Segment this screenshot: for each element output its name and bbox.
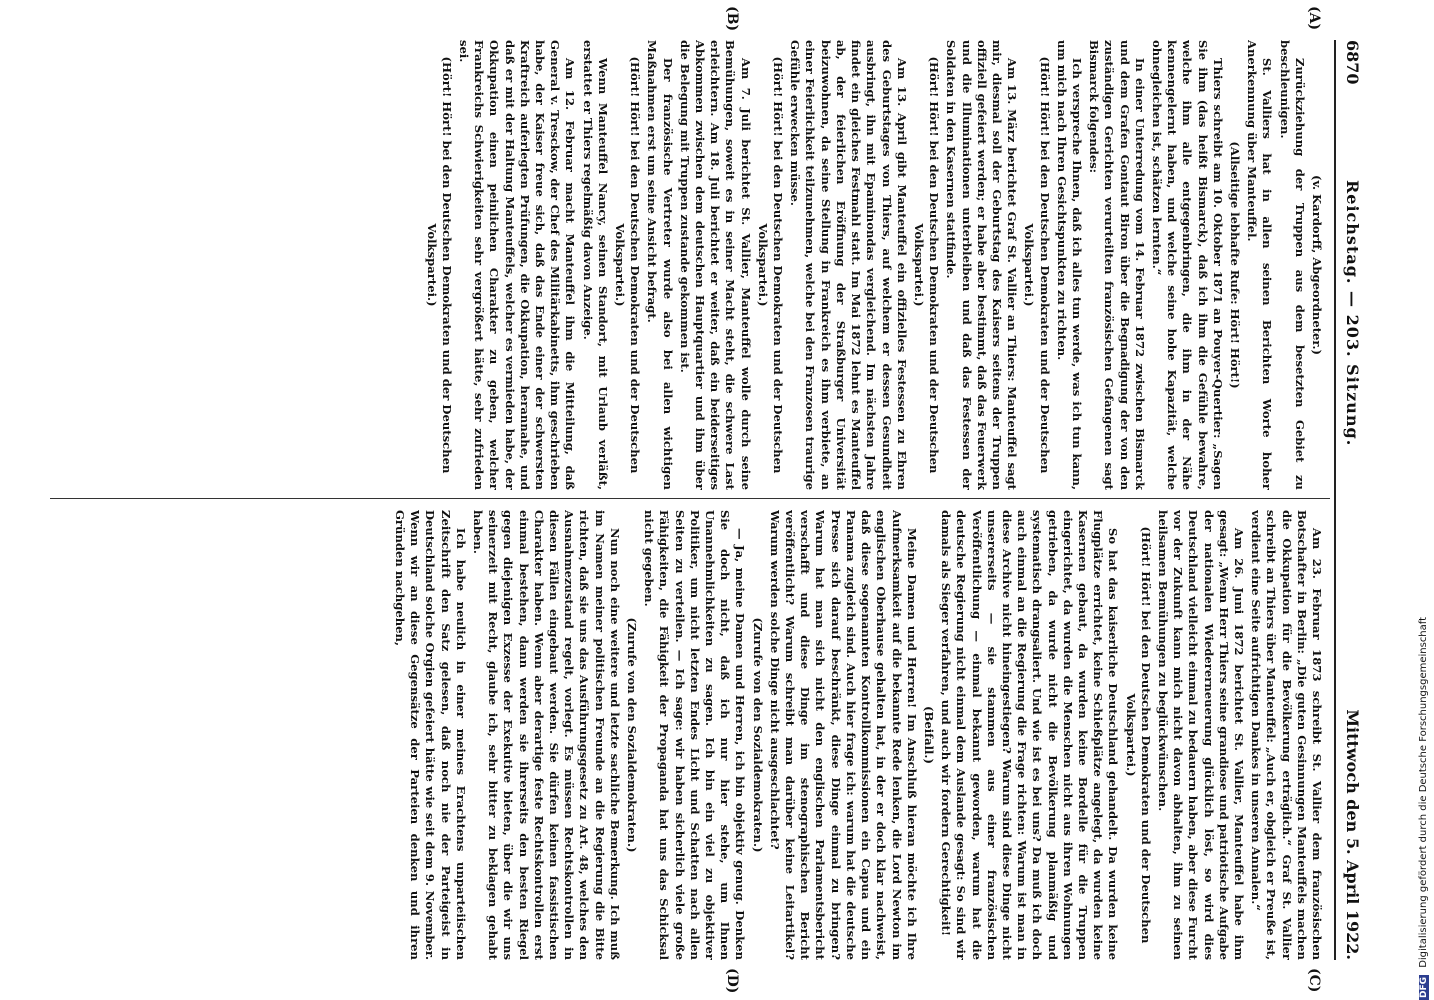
right-column [54, 510, 1324, 960]
left-column [54, 40, 1324, 490]
paragraph: Am 13. April gibt Manteuffel ein offizielles Festessen zu Ehren des Geburtstages von Thiers, auf welchem er dessen Gesundheit ausbringt, ihn mit Epaminondas vergleichend. Im nächsten Jahre findet ein gleiches Festmahl statt. Im Mai 1872 lehnt es Manteuffel ab, der feierlichen Eröffnung der Straßburger Universität beizuwohnen, da seine Stellung in Frankreich es ihm verbiete, an einer Feierlichkeit teilzunehmen, welche bei den Franzosen traurige Gefühle erwecken müsse. [788, 40, 909, 490]
paragraph: — Ja, meine Damen und Herren, ich bin objektiv genug. Denken Sie doch nicht, daß ich nur hier stehe, um Ihnen Unannehmlichkeiten zu sagen. Ich bin ein viel zu objektiver Politiker, um nicht letzten Endes Licht und Schatten nach allen Seiten zu verteilen. — Ich sage: wir haben sicherlich viele große Fähigkeiten, die Fähigkeit der Propaganda hat uns das Schicksal nicht gegeben. [642, 510, 748, 960]
margin-marker-d: (D) [724, 968, 740, 994]
paragraph: Ich verspreche Ihnen, daß ich alles tun werde, was ich tun kann, um mich nach Ihren Gesichtspunkten zu richten. [1054, 40, 1084, 490]
session-date: Mittwoch den 5. April 1922. [1343, 709, 1362, 960]
paragraph: Zurückziehung der Truppen aus dem besetzten Gebiet zu beschleunigen. [1277, 40, 1307, 490]
paragraph: Thiers schreibt am 10. Oktober 1871 an Pouyer-Quertier: „Sagen Sie ihm (das heißt Bismarck), daß ich ihm die Gefühle bewahre, welche ihm alle entgegenbringen, die ihm in der Nähe kennengelernt haben, und welche seine hohe Kapazität, welche ohnegleichen ist, schätzen lernten.“ [1149, 40, 1225, 490]
page-number: 6870 [1343, 40, 1362, 85]
paragraph: (Zurufe von den Sozialdemokraten.) [625, 617, 640, 853]
paragraph: Am 12. Februar macht Manteuffel ihm die Mitteilung, daß General v. Tresckow, der Chef des Militärkabinetts, ihm geschrieben habe, der Kaiser freue sich, daß das Ende einer der schwersten Kraftreich auferlegten Prüfungen, die Okkupation, herannahe, und daß er mit der Haltung Manteuffels, welcher es vermieden habe, der Okkupation einen peinlichen Charakter zu geben, welcher Frankreichs Schwierigkeiten sehr vergrößert hätte, sehr zufrieden sei. [457, 40, 578, 490]
paragraph: (Hört! Hört! bei den Deutschen Demokraten und der Deutschen Volkspartei.) [1123, 526, 1153, 944]
paragraph: Am 7. Juli berichtet St. Vallier, Manteuffel wolle durch seine Bemühungen, soweit es in seiner Macht steht, die schwere Last erleichtern. Am 18. Juli berichtet er weiter, daß ein beiderseitiges Abkommen zwischen dem deutschen Hauptquartier und ihm über die Belegung mit Truppen zustande gekommen ist. [677, 40, 753, 490]
paragraph: Am 13. März berichtet Graf St. Vallier an Thiers: Manteuffel sagt mir, diesmal soll der Geburtstag des Kaisers seitens der Truppen offiziell gefeiert werden; er habe aber bestimmt, daß das Feuerwerk und die Illuminationen unterbleiben und daß das Festessen der Soldaten in den Kasernen stattfinde. [944, 40, 1020, 490]
document-page [20, 0, 1380, 1000]
credit-text: Digitalisierung gefördert durch die Deutsche Forschungsgemeinschaft [1418, 616, 1429, 968]
paragraph: Nun noch eine weitere und letzte sachliche Bemerkung. Ich muß im Namen meiner politischen Freunde an die Regierung die Bitte richten, daß sie uns das Ausführungsgesetz zu Art. 48, welches den Ausnahmezustand regelt, vorlegt. Es müssen Rechtskontrollen in diesen Fällen eingebaut werden. Sie dürfen keinen fassistischen Charakter haben. Wenn aber derartige feste Rechtskontrollen erst einmal bestehen, dann werden sie ihrerseits den besten Riegel gegen diejenigen Exzesse der Exekutive bieten, über die wir uns seinerzeit mit Recht, glaube ich, sehr bitter zu beklagen gehabt haben. [471, 510, 622, 960]
page-header [1336, 40, 1362, 960]
column-divider [50, 498, 1330, 499]
paragraph: Wenn Manteuffel Nancy, seinen Standort, mit Urlaub verläßt, erstattet er Thiers regelmäßig davon Anzeige. [580, 40, 610, 490]
paragraph: (Hört! Hört! bei den Deutschen Demokraten und der Deutschen Volkspartei.) [613, 56, 643, 474]
paragraph: (Hört! Hört! bei den Deutschen Demokraten und der Deutschen Volkspartei.) [755, 56, 786, 474]
paragraph: Meine Damen und Herren! Im Anschluß hieran möchte ich Ihre Aufmerksamkeit auf die bekannte Rede lenken, die Lord Newton im englischen Oberhause gehalten hat, in der er doch klar nachweist, daß diese sogenannten Kontrollkommissionen ein Capua und ein Panama zugleich sind. Auch hier frage ich: warum hat die deutsche Presse sich darauf beschränkt, diese Dinge einmal zu bringen? Warum hat man sich nicht den englischen Parlamentsbericht verschafft und diese Dinge im stenographischen Bericht veröffentlicht? Warum schreibt man darüber keine Leitartikel? Warum werden solche Dinge nicht ausgeschlachtet? [767, 510, 919, 960]
paragraph: Ich habe neulich in einer meines Erachtens unparteiischen Zeitschrift den Satz gelesen, daß noch nie der Parteigeist in Deutschland solche Orgien gefeiert hätte wie seit dem 9. November. Wenn wir an diese Gegensätze der Parteien denken und ihren Gründen nachgehen, [393, 510, 468, 960]
paragraph: (Hört! Hört! bei den Deutschen Demokraten und der Deutschen Volkspartei.) [1022, 56, 1052, 474]
margin-marker-c: (C) [1306, 968, 1322, 993]
paragraph: (Hört! Hört! bei den Deutschen Demokraten und der Deutschen Volkspartei.) [911, 56, 942, 474]
paragraph: St. Valliers hat in allen seinen Berichten Worte hoher Anerkennung über Manteuffel. [1245, 40, 1275, 490]
paragraph: In einer Unterredung vom 14. Februar 1872 zwischen Bismarck und dem Grafen Gontaut Biron über die Begnadigung der von den zuständigen Gerichten verurteilten französischen Gefangenen sagt Bismarck folgendes: [1087, 40, 1147, 490]
paragraph: Am 23. Februar 1873 schreibt St. Vallier dem französischen Botschafter in Berlin: „Die guten Gesinnungen Manteuffels machen die Okkupation für die Bevölkerung erträglich.“ Graf St. Vallier schreibt an Thiers über Manteuffel: „Auch er, obgleich er Preuße ist, verdient eine Seite aufrichtigen Dankes in unseren Annalen.“ [1249, 510, 1324, 960]
margin-marker-a: (A) [1306, 6, 1322, 31]
paragraph: Am 26. Juni 1872 berichtet St. Vallier, Manteuffel habe ihm gesagt: „Wenn Herr Thiers seine grandiose und patriotische Aufgabe der nationalen Wiedererneuerung glücklich löst, so wird dies Deutschland vielleicht einmal zu bedauern haben, aber diese Furcht vor der Zukunft kann mich nicht davon abhalten, ihm zu seinen heilsamen Bemühungen zu beglückwünschen. [1155, 510, 1246, 960]
paragraph: (Hört! Hört! bei den Deutschen Demokraten und der Deutschen Volkspartei.) [424, 56, 454, 474]
paragraph: So hat das kaiserliche Deutschland gehandelt. Da wurden keine Flugplätze errichtet, keine Schießplätze angelegt, da wurden keine Kasernen gebaut, da wurden keine Bordelle für die Truppen eingerichtet, da wurden die Menschen nicht aus ihren Wohnungen getrieben, da wurde nicht die Bevölkerung planmäßig und systematisch drangsaliert. Und wie ist es bei uns? Da muß ich doch auch einmal an die Regierung die Frage richten: Warum ist man in diese Archive nicht hineingestiegen? Warum sind diese Dinge nicht unsererseits — sie stammen aus einer französischen Veröffentlichung — einmal bekannt geworden, warum hat die deutsche Regierung nicht einmal dem Auslande gesagt: So sind wir damals als Sieger verfahren, und auch wir fordern Gerechtigkeit! [939, 510, 1121, 960]
paragraph: (Zurufe von den Sozialdemokraten.) [750, 617, 765, 853]
paragraph: Der französische Vertreter wurde also bei allen wichtigen Maßnahmen erst um seine Ansicht befragt. [645, 40, 675, 490]
dfg-logo: DFG [1419, 976, 1429, 998]
digitization-credit [1418, 10, 1429, 1000]
paragraph: (Beifall.) [921, 706, 936, 764]
paragraph: (v. Kardorff, Abgeordneter.) [1310, 175, 1324, 355]
header-rule [1334, 40, 1336, 960]
paragraph: (Allseitige lebhafte Rufe: Hört! Hört!) [1227, 141, 1242, 389]
running-title: Reichstag. — 203. Sitzung. [1343, 180, 1362, 447]
margin-marker-b: (B) [724, 6, 740, 32]
